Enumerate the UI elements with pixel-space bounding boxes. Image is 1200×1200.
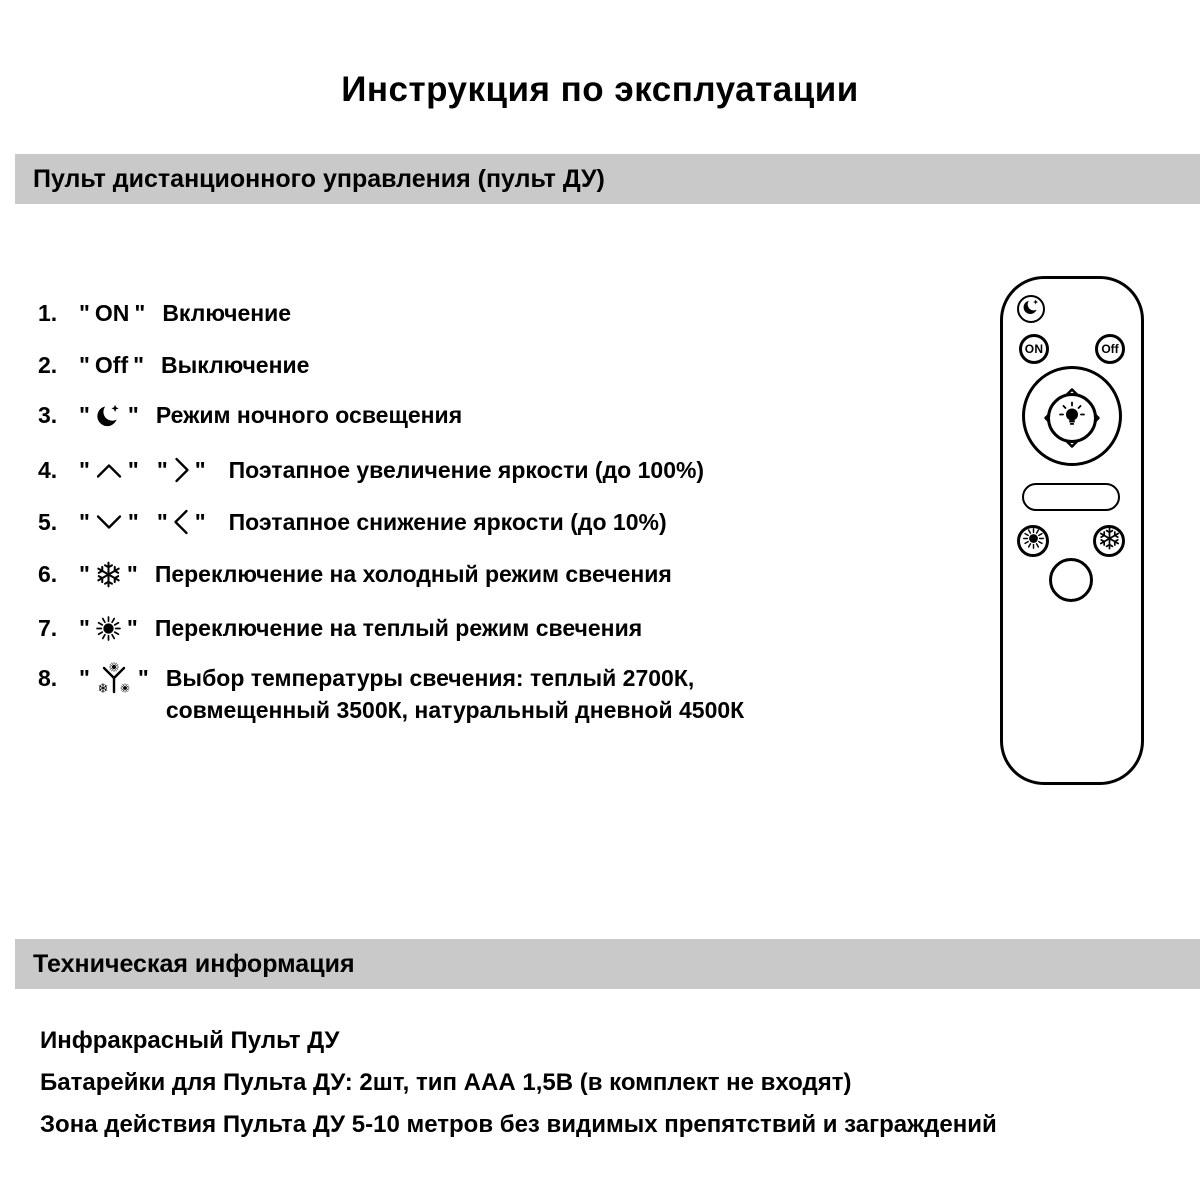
item-label-line1: Выбор температуры свечения: теплый 2700К, [165,665,695,691]
instruction-item-8 [38,662,744,726]
quote-mark: " [79,300,90,326]
item-label: Переключение на холодный режим свечения [154,561,672,587]
item-label: Режим ночного освещения [155,402,463,428]
off-button-label: Off [1101,342,1119,356]
cold-mode-button [1093,525,1125,557]
instruction-item-1 [38,297,291,329]
item-number: 5. [38,509,58,535]
item-number: 1. [38,300,58,326]
chevron-down-icon [95,506,123,538]
snowflake-icon [95,558,122,590]
moon-icon [1022,297,1041,321]
quote-mark: " [156,509,168,535]
quote-mark: " [127,402,139,428]
item-label [166,662,744,726]
item-number: 2. [38,352,58,378]
item-label: Поэтапное снижение яркости (до 10%) [228,509,667,535]
quote-mark: " [194,509,206,535]
item-number: 3. [38,402,58,428]
quote-mark: " [127,457,139,483]
item-label: Включение [162,300,292,326]
quote-mark: " [134,300,146,326]
chevron-left-icon [173,506,190,538]
on-button-label: ON [1024,342,1044,356]
quote-mark: " [79,457,90,483]
sun-icon [1022,527,1045,555]
instruction-item-2 [38,349,309,381]
color-temp-icon [95,662,133,694]
off-button-label: Off [94,352,129,378]
tech-info-line-1: Инфракрасный Пульт ДУ [40,1027,340,1054]
quote-mark: " [79,615,90,641]
instruction-item-3 [38,399,462,431]
on-button [1019,334,1049,364]
section-header-tech-label: Техническая информация [33,949,355,978]
direction-pad [1022,366,1122,466]
light-bulb-button [1047,393,1097,443]
warm-mode-button [1017,525,1049,557]
page-title: Инструкция по эксплуатации [341,70,859,109]
tech-info-line-3: Зона действия Пульта ДУ 5-10 метров без видимых препятствий и заграждений [40,1111,997,1138]
section-header-remote-label: Пульт дистанционного управления (пульт ДУ) [33,164,605,193]
item-label-line2: совмещенный 3500К, натуральный дневной 4500К [165,697,745,723]
quote-mark: " [126,615,138,641]
night-mode-button [1017,295,1045,323]
instruction-item-6 [38,558,672,590]
quote-mark: " [79,352,90,378]
quote-mark: " [127,509,139,535]
item-number: 8. [38,665,58,691]
snowflake-icon [1098,527,1121,555]
pill-button [1022,483,1120,511]
instruction-item-5 [38,506,667,538]
round-blank-button [1049,558,1093,602]
quote-mark: " [79,665,90,691]
quote-mark: " [156,457,168,483]
off-button [1095,334,1125,364]
tech-info-line-2: Батарейки для Пульта ДУ: 2шт, тип ААА 1,5В (в комплект не входят) [40,1069,852,1096]
quote-mark: " [126,561,138,587]
quote-mark: " [79,402,90,428]
quote-mark: " [79,509,90,535]
item-number: 4. [38,457,58,483]
item-label: Переключение на теплый режим свечения [154,615,643,641]
quote-mark: " [137,665,149,691]
instruction-item-4 [38,454,704,486]
item-number: 6. [38,561,58,587]
chevron-right-icon [173,454,190,486]
sun-icon [95,612,122,644]
chevron-up-icon [95,454,123,486]
on-button-label: ON [94,300,130,326]
item-label: Поэтапное увеличение яркости (до 100%) [228,457,705,483]
item-label: Выключение [161,352,310,378]
quote-mark: " [79,561,90,587]
section-header-tech [15,939,1200,989]
instruction-item-7 [38,612,642,644]
quote-mark: " [194,457,206,483]
section-header-remote [15,154,1200,204]
quote-mark: " [133,352,145,378]
light-bulb-icon [1057,401,1087,436]
remote-control-drawing [1000,276,1144,785]
moon-icon [95,399,123,431]
item-number: 7. [38,615,58,641]
